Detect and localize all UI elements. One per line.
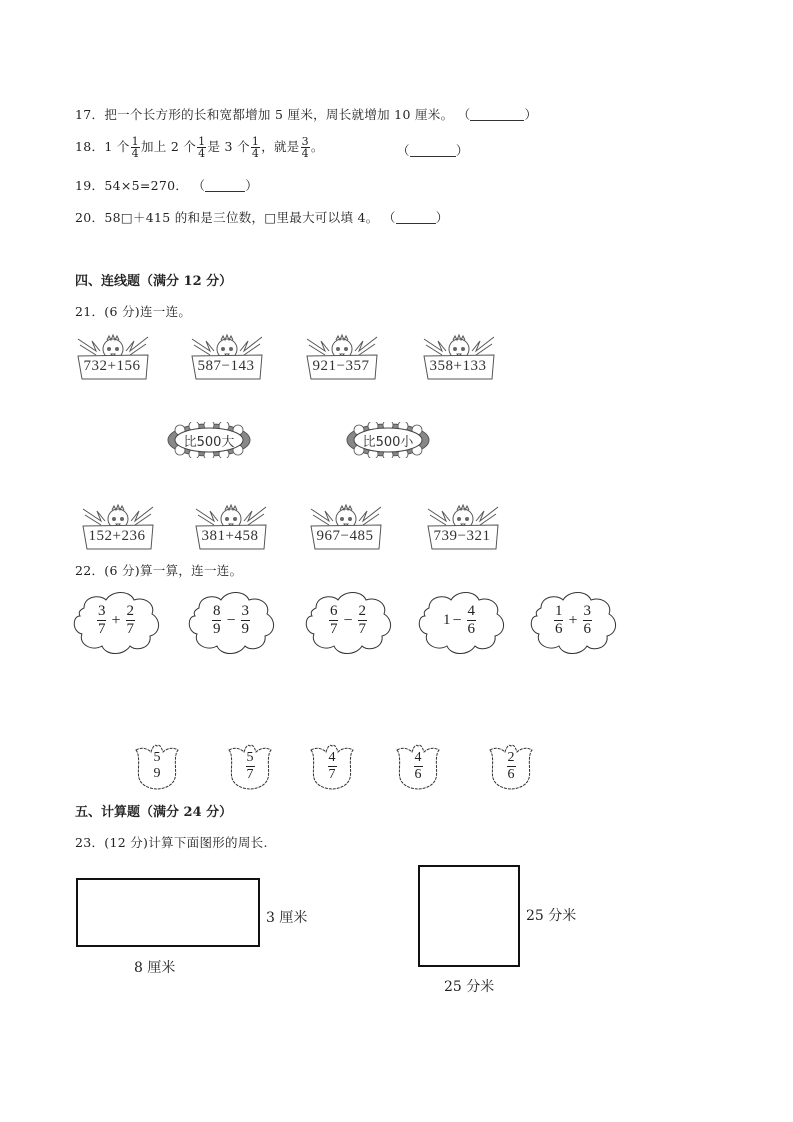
- operator: −: [452, 611, 462, 629]
- fraction: $\frac{3}{6}$: [583, 603, 592, 637]
- fraction: $\frac{5}{7}$: [246, 750, 254, 782]
- question-23-label: 23．(12 分)计算下面图形的周长.: [75, 835, 268, 850]
- bird-expression: 587−143: [197, 358, 255, 374]
- bird-card[interactable]: [307, 501, 385, 551]
- fraction: $\frac{3}{4}$: [301, 135, 309, 160]
- tulip-answer[interactable]: [394, 744, 442, 790]
- question-text: ，就是: [261, 139, 300, 154]
- bird-card[interactable]: [424, 501, 502, 551]
- question-17: [75, 105, 537, 123]
- fraction: $\frac{3}{7}$: [97, 603, 106, 637]
- square-figure: [418, 865, 520, 967]
- question-text: 58□＋415 的和是三位数，□里最大可以填 4。: [104, 210, 379, 225]
- question-number: 19．: [75, 178, 105, 193]
- cloud-expression[interactable]: [415, 590, 507, 656]
- category-label: 比500小: [362, 435, 414, 450]
- bird-expression: 739−321: [433, 528, 491, 544]
- question-text: 加上 2 个: [140, 139, 197, 154]
- answer-blank[interactable]: [410, 144, 456, 157]
- bird-card[interactable]: [74, 331, 152, 381]
- rectangle-figure: [76, 878, 260, 947]
- answer-blank[interactable]: [470, 108, 524, 121]
- fraction: $\frac{1}{4}$: [131, 135, 139, 160]
- answer-paren-close: ）: [435, 210, 449, 225]
- section-heading-4: 四、连线题（满分 12 分）: [75, 274, 233, 289]
- answer-blank[interactable]: [205, 179, 245, 192]
- bird-expression: 358+133: [429, 358, 487, 374]
- question-text: 。: [310, 139, 324, 154]
- square-width-label: 25 分米: [444, 979, 495, 995]
- square-height-label: 25 分米: [526, 908, 577, 924]
- question-18: [75, 136, 324, 159]
- fraction: $\frac{2}{7}$: [358, 603, 367, 637]
- question-20: [75, 208, 449, 226]
- fraction: $\frac{8}{9}$: [212, 603, 221, 637]
- bird-card[interactable]: [192, 501, 270, 551]
- bird-expression: 381+458: [201, 528, 259, 544]
- question-number: 17．: [75, 107, 105, 122]
- bird-card[interactable]: [188, 331, 266, 381]
- question-text: 把一个长方形的长和宽都增加 5 厘米，周长就增加 10 厘米。: [104, 107, 454, 122]
- answer-paren-open: （: [382, 210, 396, 225]
- rectangle-width-label: 8 厘米: [134, 960, 176, 976]
- answer-blank[interactable]: [396, 211, 436, 224]
- category-label: 比500大: [183, 435, 235, 450]
- fraction: $\frac{1}{4}$: [251, 135, 260, 160]
- tulip-answer[interactable]: [487, 744, 535, 790]
- fraction: $\frac{4}{6}$: [467, 603, 476, 637]
- question-text: 是 3 个: [207, 139, 250, 154]
- cloud-expression[interactable]: [185, 590, 277, 656]
- operator: −: [343, 611, 353, 629]
- fraction: $\frac{6}{7}$: [329, 603, 338, 637]
- answer-paren-close: ）: [524, 107, 538, 122]
- bird-expression: 152+236: [88, 528, 146, 544]
- fraction: $\frac{1}{6}$: [554, 603, 563, 637]
- category-greater-than-500[interactable]: [166, 422, 252, 458]
- fraction: $\frac{4}{7}$: [328, 750, 336, 782]
- fraction: $\frac{1}{4}$: [198, 135, 206, 160]
- rectangle-height-label: 3 厘米: [266, 910, 308, 926]
- answer-paren-close: ）: [455, 143, 469, 158]
- question-21-label: 21．(6 分)连一连。: [75, 304, 192, 319]
- bird-expression: 921−357: [312, 358, 370, 374]
- question-number: 18．: [75, 139, 105, 154]
- operator: +: [568, 611, 578, 629]
- answer-paren-open: （: [397, 143, 410, 158]
- bird-card[interactable]: [79, 501, 157, 551]
- whole-number: 1: [442, 612, 451, 628]
- fraction: $\frac{2}{6}$: [507, 750, 515, 782]
- question-number: 20．: [75, 210, 105, 225]
- tulip-answer[interactable]: [226, 744, 274, 790]
- category-less-than-500[interactable]: [345, 422, 431, 458]
- fraction: 5 9: [153, 750, 161, 781]
- operator: +: [111, 611, 121, 629]
- answer-paren-open: （: [457, 107, 471, 122]
- bird-card[interactable]: [420, 331, 498, 381]
- tulip-answer[interactable]: [308, 744, 356, 790]
- cloud-expression[interactable]: [527, 590, 619, 656]
- fraction: $\frac{2}{7}$: [126, 603, 135, 637]
- cloud-expression[interactable]: [70, 590, 162, 656]
- question-text: 1 个: [104, 139, 130, 154]
- bird-card[interactable]: [303, 331, 381, 381]
- question-18-answer: [397, 141, 469, 159]
- bird-expression: 967−485: [316, 528, 374, 544]
- fraction: $\frac{4}{6}$: [414, 750, 422, 782]
- question-text: 54×5=270．: [104, 178, 189, 193]
- fraction: $\frac{3}{9}$: [241, 603, 250, 637]
- section-heading-5: 五、计算题（满分 24 分）: [75, 805, 233, 820]
- question-19: [75, 176, 258, 194]
- cloud-expression[interactable]: [302, 590, 394, 656]
- tulip-answer[interactable]: [133, 744, 181, 790]
- question-22-label: 22．(6 分)算一算，连一连。: [75, 563, 243, 578]
- operator: −: [226, 611, 236, 629]
- answer-paren-open: （: [192, 178, 206, 193]
- answer-paren-close: ）: [245, 178, 259, 193]
- bird-expression: 732+156: [83, 358, 141, 374]
